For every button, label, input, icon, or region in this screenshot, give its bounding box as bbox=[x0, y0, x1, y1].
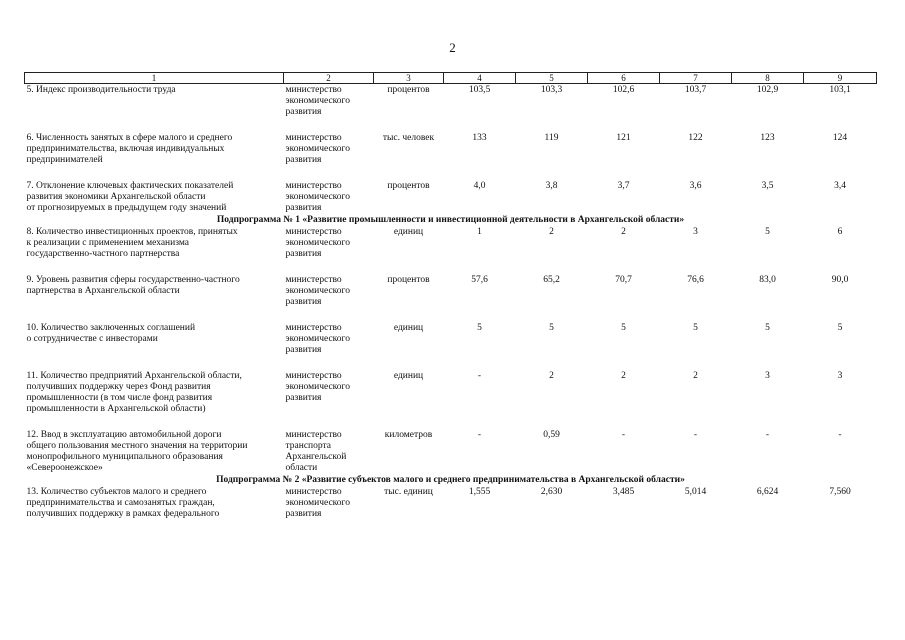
responsible-executor bbox=[284, 84, 374, 119]
column-header: 6 bbox=[588, 73, 660, 84]
unit-of-measure: процентов bbox=[387, 181, 430, 191]
responsible-line: развития bbox=[285, 345, 322, 355]
unit-of-measure: тыс. человек bbox=[382, 133, 435, 143]
indicator-name bbox=[25, 370, 284, 415]
indicator-value: 1,555 bbox=[468, 487, 491, 497]
indicator-value: 5 bbox=[549, 323, 554, 333]
responsible-line: Архангельской bbox=[285, 452, 347, 462]
indicator-name-line: 5. Индекс производительности труда bbox=[26, 85, 176, 95]
indicator-value: 1 bbox=[477, 227, 482, 237]
indicator-value: 3 bbox=[693, 227, 698, 237]
indicator-name-line: предпринимательства, включая индивидуальных bbox=[26, 144, 225, 154]
responsible-executor bbox=[284, 370, 374, 415]
indicator-name-line: предпринимателей bbox=[26, 155, 103, 165]
indicator-value: 4,0 bbox=[473, 181, 486, 191]
responsible-line: министерство bbox=[285, 227, 342, 237]
responsible-line: экономического bbox=[285, 334, 350, 344]
responsible-executor bbox=[284, 486, 374, 520]
table-row bbox=[25, 274, 877, 308]
indicator-value: 65,2 bbox=[543, 275, 560, 285]
column-header: 7 bbox=[660, 73, 732, 84]
indicator-value: 124 bbox=[832, 133, 848, 143]
responsible-executor bbox=[284, 322, 374, 356]
indicator-value: 102,6 bbox=[612, 85, 635, 95]
responsible-line: развития bbox=[285, 297, 322, 307]
indicator-value: 2 bbox=[549, 227, 554, 237]
section-heading-1: Подпрограмма № 1 «Развитие промышленности и инвестиционной деятельности в Архангельской области» bbox=[216, 215, 685, 225]
indicator-name-line: 10. Количество заключенных соглашений bbox=[26, 323, 196, 333]
indicator-value: 5 bbox=[621, 323, 626, 333]
indicator-name-line: 11. Количество предприятий Архангельской области, bbox=[26, 371, 242, 381]
indicator-value: 2 bbox=[621, 371, 626, 381]
responsible-executor bbox=[284, 274, 374, 308]
indicator-value: 76,6 bbox=[687, 275, 704, 285]
responsible-line: области bbox=[285, 463, 318, 473]
responsible-line: экономического bbox=[285, 382, 350, 392]
responsible-line: министерство bbox=[285, 275, 342, 285]
indicator-name bbox=[25, 132, 284, 166]
indicator-value: 103,5 bbox=[468, 85, 491, 95]
responsible-line: транспорта bbox=[285, 441, 331, 451]
unit-of-measure: единиц bbox=[393, 371, 424, 381]
responsible-line: экономического bbox=[285, 238, 350, 248]
indicator-value: 133 bbox=[472, 133, 487, 143]
responsible-line: экономического bbox=[285, 96, 350, 106]
responsible-line: министерство bbox=[285, 133, 342, 143]
responsible-line: министерство bbox=[285, 181, 342, 191]
table-row bbox=[25, 370, 877, 415]
indicator-name-line: 6. Численность занятых в сфере малого и среднего bbox=[26, 133, 233, 143]
indicator-name bbox=[25, 486, 284, 520]
responsible-line: развития bbox=[285, 509, 322, 519]
responsible-line: министерство bbox=[285, 371, 342, 381]
indicator-name-line: 9. Уровень развития сферы государственно-частного bbox=[26, 275, 240, 285]
table-row bbox=[25, 486, 877, 520]
indicator-name-line: партнерства в Архангельской области bbox=[26, 286, 180, 296]
table-row bbox=[25, 226, 877, 260]
indicator-value: 0,59 bbox=[543, 430, 560, 440]
indicator-value: 103,1 bbox=[829, 85, 851, 95]
indicator-value: 7,560 bbox=[829, 487, 851, 497]
indicator-value: 3,5 bbox=[761, 181, 774, 191]
indicator-name bbox=[25, 322, 284, 356]
indicator-value: 3,485 bbox=[612, 487, 635, 497]
indicator-name-line: к реализации с применением механизма bbox=[26, 238, 189, 248]
indicator-value: 3,8 bbox=[545, 181, 558, 191]
responsible-line: министерство bbox=[285, 85, 342, 95]
responsible-line: экономического bbox=[285, 144, 350, 154]
indicator-value: 119 bbox=[544, 133, 559, 143]
unit-of-measure: километров bbox=[384, 430, 433, 440]
indicator-value: 5 bbox=[693, 323, 698, 333]
unit-of-measure: единиц bbox=[393, 323, 424, 333]
indicator-value: 2 bbox=[549, 371, 554, 381]
indicator-value: 103,3 bbox=[540, 85, 563, 95]
indicator-value: 3,6 bbox=[689, 181, 702, 191]
column-header: 8 bbox=[732, 73, 804, 84]
indicator-name-line: «Североонежское» bbox=[26, 463, 103, 473]
indicator-name-line: 7. Отклонение ключевых фактических показателей bbox=[26, 181, 234, 191]
unit-of-measure: тыс. единиц bbox=[384, 487, 433, 497]
indicator-name bbox=[25, 180, 284, 214]
indicator-value: - bbox=[838, 430, 842, 440]
indicator-value: 3,7 bbox=[617, 181, 630, 191]
responsible-line: министерство bbox=[285, 323, 342, 333]
indicator-value: - bbox=[765, 430, 770, 440]
unit-of-measure: процентов bbox=[387, 275, 430, 285]
indicator-name bbox=[25, 429, 284, 474]
indicator-value: 5 bbox=[765, 227, 770, 237]
indicator-value: 2,630 bbox=[540, 487, 563, 497]
indicator-value: 3,4 bbox=[834, 181, 846, 191]
table-row bbox=[25, 180, 877, 214]
indicator-name-line: промышленности в Архангельской области) bbox=[26, 404, 206, 414]
responsible-line: развития bbox=[285, 107, 322, 117]
page-number: 2 bbox=[449, 40, 456, 55]
indicator-value: 121 bbox=[616, 133, 631, 143]
indicator-value: - bbox=[621, 430, 626, 440]
indicator-value: 3 bbox=[765, 371, 770, 381]
indicator-name-line: 12. Ввод в эксплуатацию автомобильной дороги bbox=[26, 430, 222, 440]
indicator-name-line: 8. Количество инвестиционных проектов, принятых bbox=[26, 227, 238, 237]
indicator-name bbox=[25, 226, 284, 260]
indicator-name-line: развития экономики Архангельской области bbox=[26, 192, 206, 202]
table-row bbox=[25, 429, 877, 474]
indicator-value: 5 bbox=[837, 323, 843, 333]
indicator-name-line: 13. Количество субъектов малого и среднего bbox=[26, 487, 207, 497]
indicator-name-line: промышленности (в том числе фонд развития bbox=[26, 393, 213, 403]
table-row bbox=[25, 84, 877, 119]
indicator-value: - bbox=[477, 371, 482, 381]
responsible-line: развития bbox=[285, 203, 322, 213]
indicator-value: 90,0 bbox=[831, 275, 849, 285]
column-header: 5 bbox=[516, 73, 588, 84]
responsible-line: развития bbox=[285, 249, 322, 259]
table-row bbox=[25, 132, 877, 166]
responsible-line: министерство bbox=[285, 430, 342, 440]
indicator-value: 2 bbox=[693, 371, 698, 381]
responsible-executor bbox=[284, 429, 374, 474]
indicator-value: 102,9 bbox=[756, 85, 779, 95]
indicator-name-line: государственно-частного партнерства bbox=[26, 249, 180, 259]
column-header: 3 bbox=[374, 73, 444, 84]
indicator-value: 6 bbox=[837, 227, 843, 237]
responsible-line: экономического bbox=[285, 286, 350, 296]
indicator-value: 5 bbox=[765, 323, 770, 333]
column-header: 9 bbox=[804, 73, 877, 84]
indicator-name-line: предпринимательства и самозанятых граждан, bbox=[26, 498, 215, 508]
indicator-value: 83,0 bbox=[759, 275, 776, 285]
indicator-name-line: монопрофильного муниципального образования bbox=[26, 452, 223, 462]
section-heading-2: Подпрограмма № 2 «Развитие субъектов малого и среднего предпринимательства в Архангельской области» bbox=[216, 475, 685, 485]
indicator-name bbox=[25, 274, 284, 308]
column-header: 4 bbox=[444, 73, 516, 84]
column-header: 2 bbox=[284, 73, 374, 84]
indicator-name-line: получивших поддержку в рамках федерального bbox=[26, 509, 220, 519]
indicator-name bbox=[25, 84, 284, 119]
indicators-table bbox=[24, 72, 877, 520]
unit-of-measure: процентов bbox=[387, 85, 430, 95]
table-row bbox=[25, 322, 877, 356]
responsible-line: развития bbox=[285, 155, 322, 165]
indicator-value: 2 bbox=[621, 227, 626, 237]
responsible-executor bbox=[284, 226, 374, 260]
indicator-value: - bbox=[693, 430, 698, 440]
column-header: 1 bbox=[25, 73, 284, 84]
indicator-value: 122 bbox=[688, 133, 703, 143]
indicator-value: 3 bbox=[837, 371, 843, 381]
indicator-value: 103,7 bbox=[684, 85, 707, 95]
column-number-header bbox=[25, 73, 877, 84]
responsible-line: министерство bbox=[285, 487, 342, 497]
indicator-name-line: от прогнозируемых в предыдущем году значений bbox=[26, 203, 227, 213]
unit-of-measure: единиц bbox=[393, 227, 424, 237]
indicator-value: - bbox=[477, 430, 482, 440]
indicator-value: 5 bbox=[477, 323, 482, 333]
responsible-executor bbox=[284, 180, 374, 214]
indicator-name-line: общего пользования местного значения на территории bbox=[26, 441, 248, 451]
indicator-value: 123 bbox=[760, 133, 775, 143]
responsible-executor bbox=[284, 132, 374, 166]
responsible-line: развития bbox=[285, 393, 322, 403]
indicator-value: 70,7 bbox=[615, 275, 632, 285]
indicator-value: 6,624 bbox=[756, 487, 779, 497]
indicator-value: 57,6 bbox=[471, 275, 488, 285]
indicator-value: 5,014 bbox=[684, 487, 707, 497]
responsible-line: экономического bbox=[285, 192, 350, 202]
indicator-name-line: о сотрудничестве с инвесторами bbox=[26, 334, 158, 344]
responsible-line: экономического bbox=[285, 498, 350, 508]
indicator-name-line: получивших поддержку через Фонд развития bbox=[26, 382, 211, 392]
